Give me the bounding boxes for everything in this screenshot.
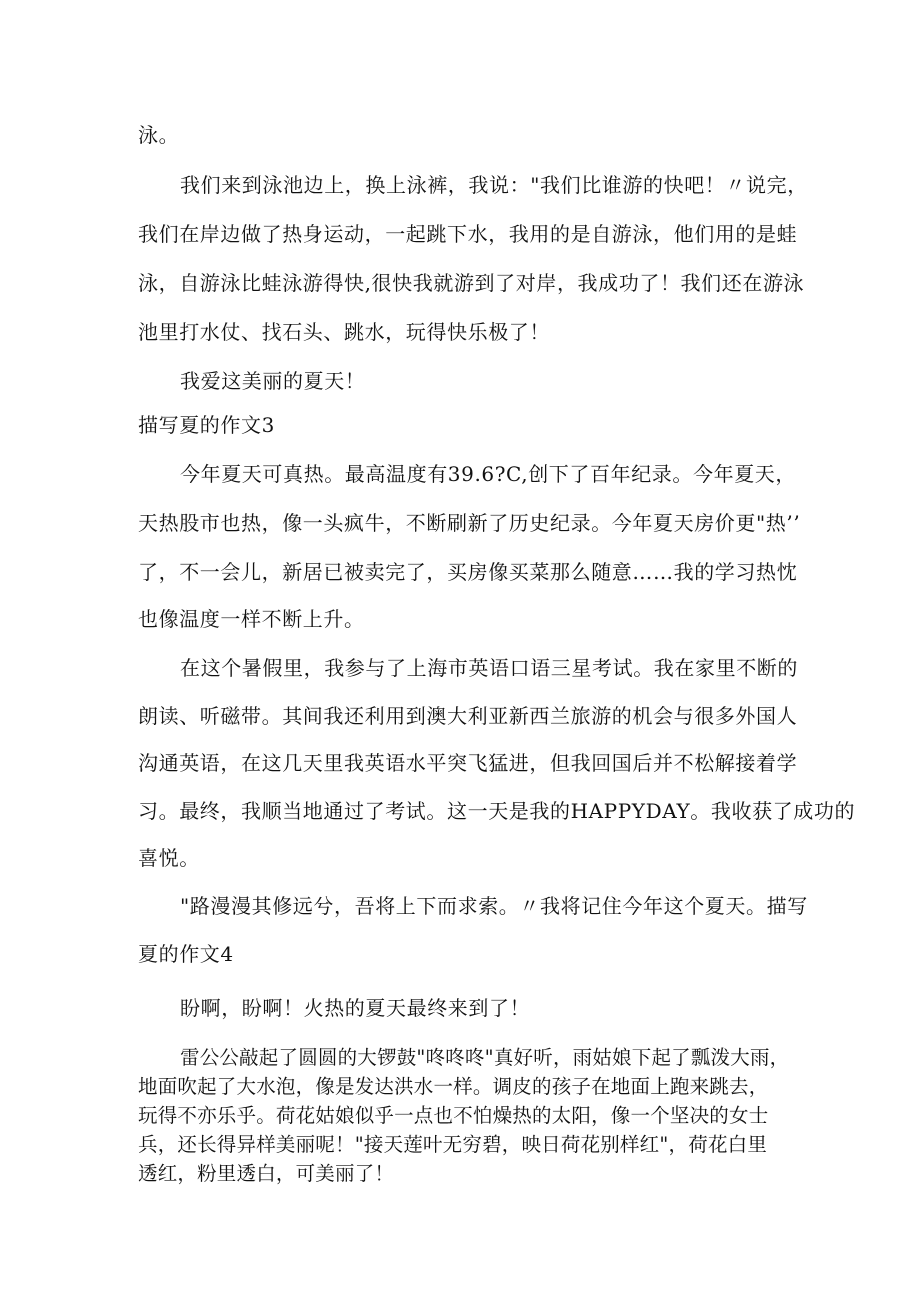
text-line: 也像温度一样不断上升。 [138,607,365,631]
text-line: 了，不一会儿，新居已被卖完了，买房像买菜那么随意……我的学习热忱 [138,560,798,584]
text-line: 在这个暑假里，我参与了上海市英语口语三星考试。我在家里不断的 [180,656,798,680]
text-line: 池里打水仗、找石头、跳水，玩得快乐极了！ [138,320,550,344]
text-line: 泳。 [138,123,180,147]
text-line: 今年夏天可真热。最高温度有39.6?C,创下了百年纪录。今年夏天， [180,462,797,486]
text-line: 泳，自游泳比蛙泳游得快,很快我就游到了对岸，我成功了！我们还在游泳 [138,271,805,295]
text-line: 我爱这美丽的夏天！ [180,369,366,393]
text-line: 透红，粉里透白，可美丽了！ [138,1162,395,1185]
text-line: 喜悦。 [138,846,200,870]
text-line: "路漫漫其修远兮，吾将上下而求索。〃我将记住今年这个夏天。描写 [180,894,808,918]
text-line: 沟通英语，在这几天里我英语水平突飞猛进，但我回国后并不松解接着学 [138,751,798,775]
text-line: 雷公公敲起了圆圆的大锣鼓"咚咚咚"真好听，雨姑娘下起了瓢泼大雨， [180,1046,790,1069]
text-line: 盼啊，盼啊！火热的夏天最终来到了！ [180,996,531,1020]
text-line: 朗读、听磁带。其间我还利用到澳大利亚新西兰旅游的机会与很多外国人 [138,704,798,728]
text-line: 兵，还长得异样美丽呢！"接天莲叶无穷碧，映日荷花别样红"，荷花白里 [138,1133,768,1156]
text-line: 天热股市也热，像一头疯牛，不断刷新了历史纪录。今年夏天房价更"热’’ [138,511,801,535]
text-line: 玩得不亦乐乎。荷花姑娘似乎一点也不怕燥热的太阳，像一个坚决的女士 [138,1104,769,1127]
section-heading: 夏的作文4 [138,942,234,966]
text-line: 我们来到泳池边上，换上泳裤，我说："我们比谁游的快吧！〃说完， [180,173,808,197]
text-line: 地面吹起了大水泡，像是发达洪水一样。调皮的孩子在地面上跑来跳去， [138,1075,769,1098]
text-line: 习。最终，我顺当地通过了考试。这一天是我的HAPPYDAY。我收获了成功的 [138,799,856,823]
text-line: 我们在岸边做了热身运动，一起跳下水，我用的是自游泳，他们用的是蛙 [138,222,798,246]
section-heading: 描写夏的作文3 [138,413,275,437]
